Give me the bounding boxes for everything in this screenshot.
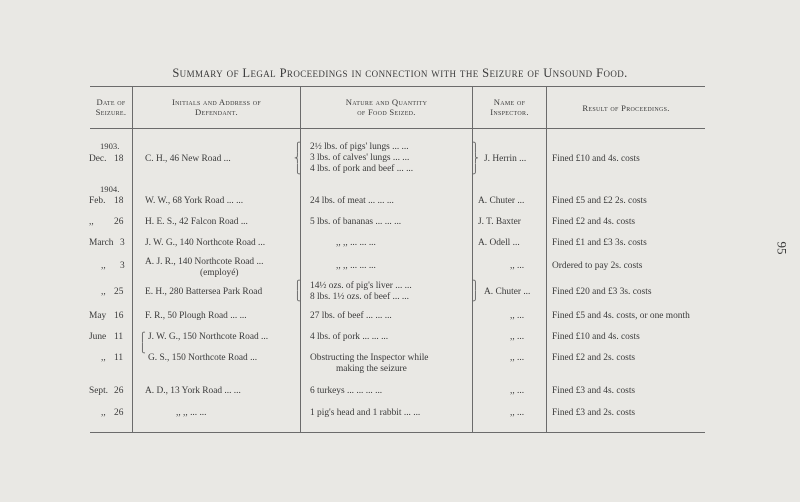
defendant-cell: G. S., 150 Northcote Road ... <box>148 353 258 363</box>
food-line: making the seizure <box>336 364 407 374</box>
brace-left: ⎧ ⎩ <box>139 332 146 353</box>
defendant-cell: E. H., 280 Battersea Park Road <box>145 287 263 297</box>
defendant-cell: C. H., 46 New Road ... <box>145 154 231 164</box>
date-day: 11 <box>114 332 124 342</box>
defendant-cell: H. E. S., 42 Falcon Road ... <box>145 217 248 227</box>
food-line: Obstructing the Inspector while <box>310 353 429 363</box>
defendant-cell: F. R., 50 Plough Road ... ... <box>145 311 247 321</box>
header-date-line2: Seizure. <box>95 107 127 117</box>
date-month: Feb. <box>89 196 106 206</box>
food-line: 5 lbs. of bananas ... ... ... <box>310 217 402 227</box>
header-food-line1: Nature and Quantity <box>345 97 428 107</box>
result-cell: Fined £3 and 4s. costs <box>552 386 636 396</box>
header-defendant-line2: Defendant. <box>194 107 239 117</box>
date-month: ,, <box>101 287 106 297</box>
result-cell: Fined £3 and 2s. costs <box>552 408 636 418</box>
date-month: June <box>89 332 107 342</box>
food-line: 14½ ozs. of pig's liver ... ... <box>310 281 412 291</box>
result-cell: Ordered to pay 2s. costs <box>552 261 643 271</box>
year-label: 1903. <box>100 141 120 151</box>
inspector-cell: J. T. Baxter <box>478 217 521 227</box>
date-month: Sept. <box>89 386 109 396</box>
date-day: 3 <box>120 238 125 248</box>
header-result <box>547 103 705 113</box>
header-result-line1: Result of Proceedings. <box>582 103 670 113</box>
header-inspector-line1: Name of <box>493 97 526 107</box>
defendant-cell: A. D., 13 York Road ... ... <box>145 386 241 396</box>
food-line: 2½ lbs. of pigs' lungs ... ... <box>310 142 409 152</box>
result-cell: Fined £5 and £2 2s. costs <box>552 196 647 206</box>
inspector-cell: ,, ... <box>510 386 525 396</box>
food-line: ,, ,, ... ... ... <box>336 238 376 248</box>
col-rule-1 <box>132 86 133 432</box>
header-date <box>90 97 132 117</box>
brace-right: ⎫ ⎬ ⎭ <box>472 142 479 174</box>
date-day: 18 <box>114 154 124 164</box>
header-food-line2: of Food Seized. <box>357 107 416 117</box>
header-defendant <box>133 97 300 117</box>
defendant-note: (employé) <box>200 268 239 278</box>
date-day: 3 <box>120 261 125 271</box>
inspector-cell: A. Chuter ... <box>478 196 525 206</box>
header-date-line1: Date of <box>96 97 126 107</box>
date-day: 25 <box>114 287 124 297</box>
food-line: 27 lbs. of beef ... ... ... <box>310 311 392 321</box>
result-cell: Fined £10 and 4s. costs <box>552 332 640 342</box>
food-line: 3 lbs. of calves' lungs ... ... <box>310 153 410 163</box>
inspector-cell: J. Herrin ... <box>484 154 527 164</box>
result-cell: Fined £2 and 2s. costs <box>552 353 636 363</box>
food-line: 4 lbs. of pork ... ... ... <box>310 332 389 342</box>
col-rule-3 <box>472 86 473 432</box>
inspector-cell: A. Chuter ... <box>484 287 531 297</box>
defendant-cell: W. W., 68 York Road ... ... <box>145 196 244 206</box>
food-line: 1 pig's head and 1 rabbit ... ... <box>310 408 421 418</box>
col-rule-4 <box>546 86 547 432</box>
header-inspector-line2: Inspector. <box>490 107 529 117</box>
inspector-cell: ,, ... <box>510 261 525 271</box>
inspector-cell: ,, ... <box>510 332 525 342</box>
date-day: 11 <box>114 353 124 363</box>
date-month: ,, <box>101 353 106 363</box>
food-line: 6 turkeys ... ... ... ... <box>310 386 383 396</box>
defendant-cell: A. J. R., 140 Northcote Road ... <box>145 257 264 267</box>
col-rule-2 <box>300 86 301 432</box>
date-month: Dec. <box>89 154 107 164</box>
date-month: March <box>89 238 114 248</box>
date-day: 18 <box>114 196 124 206</box>
result-cell: Fined £1 and £3 3s. costs <box>552 238 647 248</box>
year-label: 1904. <box>100 184 120 194</box>
date-day: 26 <box>114 386 124 396</box>
inspector-cell: ,, ... <box>510 408 525 418</box>
inspector-cell: ,, ... <box>510 353 525 363</box>
result-cell: Fined £2 and 4s. costs <box>552 217 636 227</box>
inspector-cell: A. Odell ... <box>478 238 520 248</box>
date-day: 16 <box>114 311 124 321</box>
defendant-cell: J. W. G., 140 Northcote Road ... <box>145 238 266 248</box>
date-day: 26 <box>114 408 124 418</box>
date-day: 26 <box>114 217 124 227</box>
date-month: May <box>89 311 107 321</box>
inspector-cell: ,, ... <box>510 311 525 321</box>
header-food <box>301 97 472 117</box>
page-number: 95 <box>774 241 790 255</box>
brace-right: ⎫ ⎭ <box>472 280 479 301</box>
header-inspector <box>473 97 546 117</box>
header-defendant-line1: Initials and Address of <box>172 97 261 107</box>
table-bottom-rule <box>90 432 705 433</box>
date-month: ,, <box>89 217 94 227</box>
food-line: 8 lbs. 1½ ozs. of beef ... ... <box>310 292 409 302</box>
food-line: 24 lbs. of meat ... ... ... <box>310 196 394 206</box>
defendant-cell: J. W. G., 150 Northcote Road ... <box>148 332 269 342</box>
result-cell: Fined £10 and 4s. costs <box>552 154 640 164</box>
brace-left: ⎧ ⎨ ⎩ <box>294 142 301 174</box>
food-line: 4 lbs. of pork and beef ... ... <box>310 164 414 174</box>
document-title: Summary of Legal Proceedings in connection with the Seizure of Unsound Food. <box>172 66 628 80</box>
brace-left: ⎧ ⎩ <box>294 280 301 301</box>
date-month: ,, <box>101 408 106 418</box>
food-line: ,, ,, ... ... ... <box>336 261 376 271</box>
table-top-rule <box>90 86 705 87</box>
header-bottom-rule <box>90 128 705 129</box>
result-cell: Fined £5 and 4s. costs, or one month <box>552 311 690 321</box>
defendant-cell: ,, ,, ... ... <box>176 408 207 418</box>
result-cell: Fined £20 and £3 3s. costs <box>552 287 652 297</box>
date-month: ,, <box>101 261 106 271</box>
